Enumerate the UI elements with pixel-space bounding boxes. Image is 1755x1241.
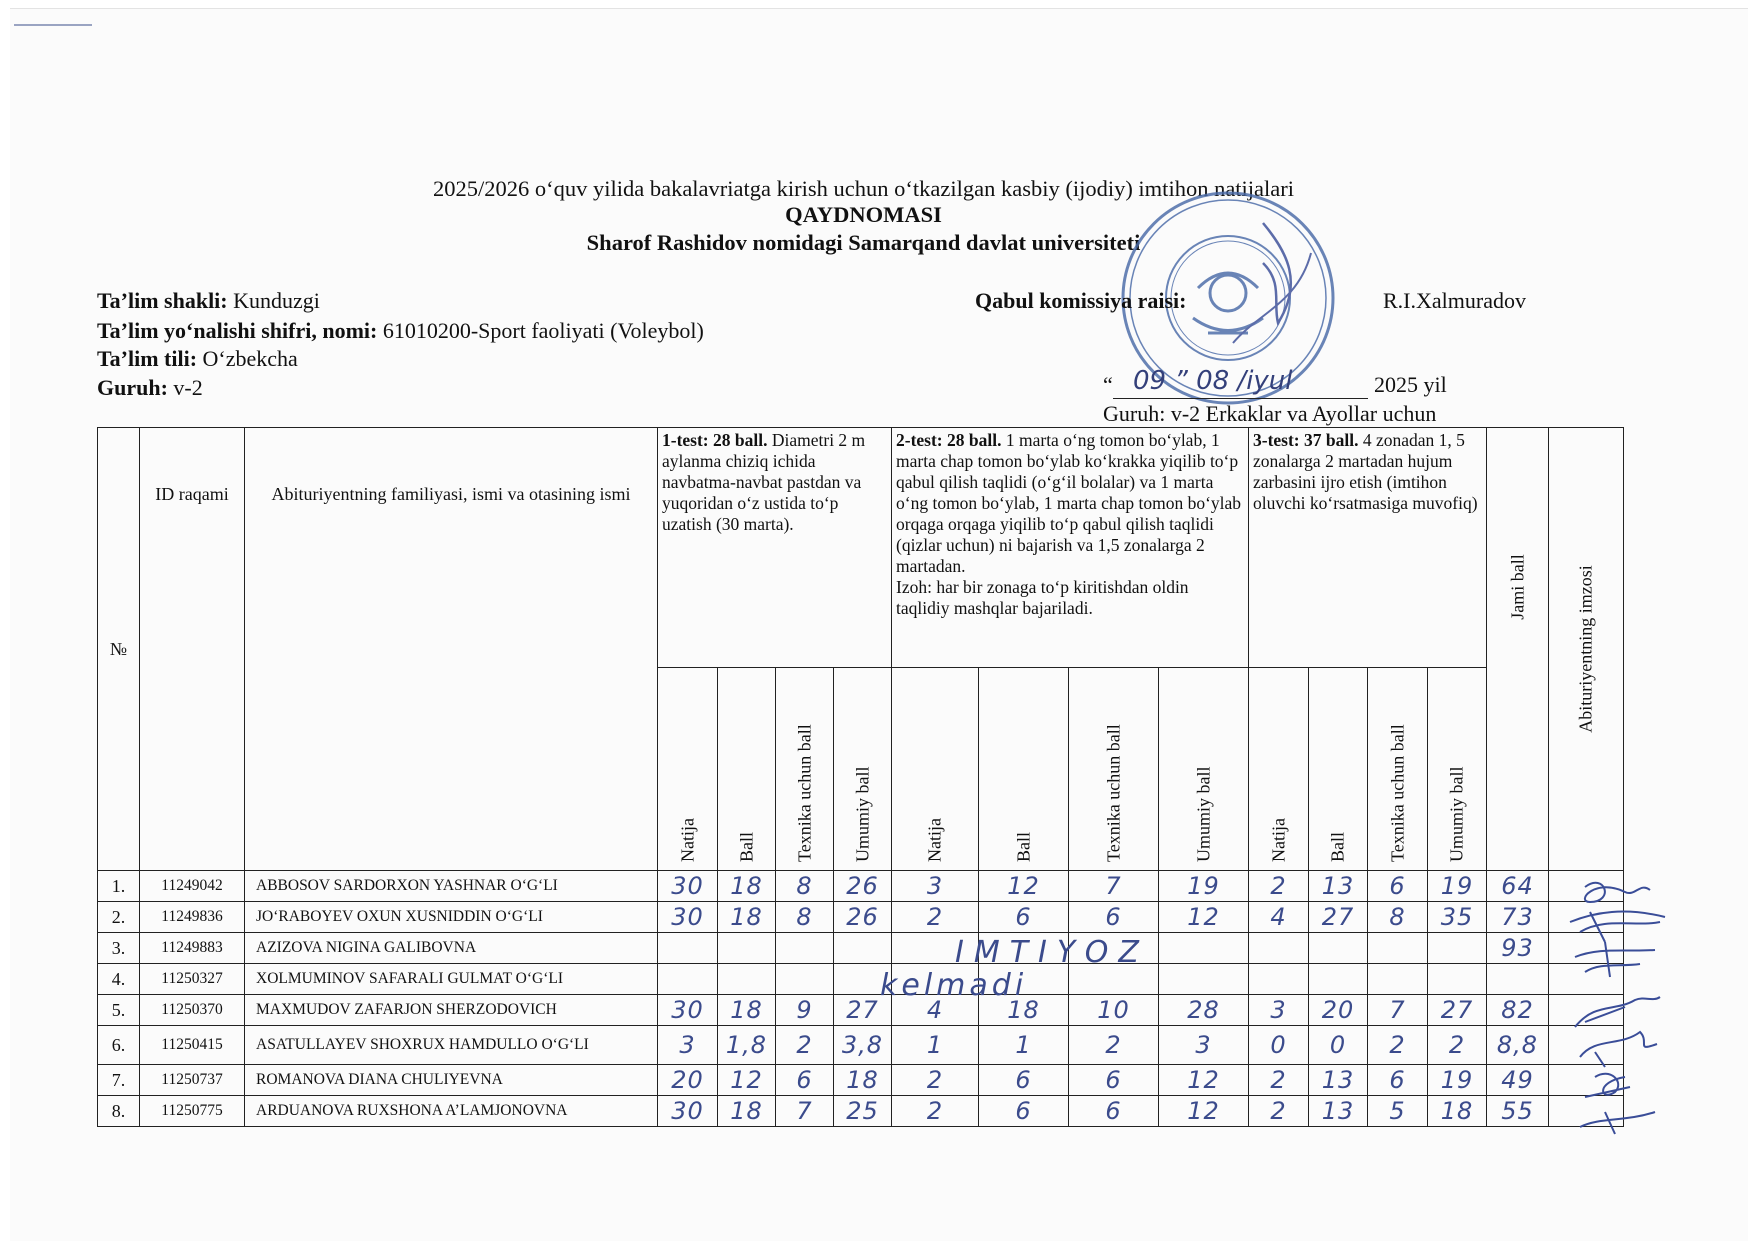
corner-mark [14, 24, 92, 26]
cell-umumiy-3 [1428, 933, 1487, 964]
table-row [98, 964, 1624, 995]
cell-texnika-2: 2 [1069, 1026, 1159, 1065]
info-language: Ta’lim tili: Oʻzbekcha [97, 346, 298, 371]
cell-natija-3: 4 [1249, 902, 1309, 933]
row-id: 11250775 [140, 1096, 245, 1127]
cell-ball-1: 18 [718, 995, 776, 1026]
cell-umumiy-1: 18 [834, 1065, 892, 1096]
row-name: JOʻRABOYEV OXUN XUSNIDDIN OʻGʻLI [245, 902, 658, 933]
sub-umumiy-3: Umumiy ball [1428, 668, 1487, 871]
cell-total: 55 [1487, 1096, 1549, 1127]
cell-umumiy-2: 3 [1159, 1026, 1249, 1065]
cell-natija-3: 3 [1249, 995, 1309, 1026]
commission-chair-name: R.I.Xalmuradov [1383, 288, 1526, 313]
cell-umumiy-3: 18 [1428, 1096, 1487, 1127]
cell-umumiy-3: 27 [1428, 995, 1487, 1026]
table-row [98, 1026, 1624, 1065]
cell-natija-2: 2 [892, 1065, 979, 1096]
cell-ball-2: 18 [979, 995, 1069, 1026]
cell-umumiy-2 [1159, 964, 1249, 995]
row-name: ABBOSOV SARDORXON YASHNAR OʻGʻLI [245, 871, 658, 902]
cell-texnika-3: 2 [1368, 1026, 1428, 1065]
cell-ball-1: 18 [718, 1096, 776, 1127]
cell-ball-1 [718, 964, 776, 995]
cell-texnika-1: 8 [776, 902, 834, 933]
row-name: ROMANOVA DIANA CHULIYEVNA [245, 1065, 658, 1096]
cell-natija-3 [1249, 933, 1309, 964]
info-group: Guruh: v-2 [97, 375, 203, 400]
table-row [98, 1096, 1624, 1127]
cell-natija-1: 30 [658, 871, 718, 902]
row-id: 11250370 [140, 995, 245, 1026]
sub-texnika-1: Texnika uchun ball [776, 668, 834, 871]
table-row [98, 871, 1624, 902]
cell-texnika-1: 9 [776, 995, 834, 1026]
cell-natija-1 [658, 964, 718, 995]
date-handwritten: 09 ” 08 /iyul [1133, 366, 1293, 396]
cell-texnika-3 [1368, 964, 1428, 995]
commission-chair-label: Qabul komissiya raisi: [975, 288, 1187, 313]
cell-texnika-1: 8 [776, 871, 834, 902]
cell-total: 64 [1487, 871, 1549, 902]
sub-ball-3: Ball [1309, 668, 1368, 871]
row-id: 11249883 [140, 933, 245, 964]
cell-ball-3 [1309, 933, 1368, 964]
test1-header: 1-test: 28 ball. Diametri 2 m aylanma chiziq ichida navbatma-navbat pastdan va yuqoridan oʻz ustida toʻp uzatish (30 marta). [658, 428, 892, 668]
cell-total: 73 [1487, 902, 1549, 933]
cell-natija-3: 2 [1249, 871, 1309, 902]
row-number: 3. [98, 933, 140, 964]
cell-umumiy-2: 28 [1159, 995, 1249, 1026]
sub-umumiy-1: Umumiy ball [834, 668, 892, 871]
cell-texnika-2: 6 [1069, 902, 1159, 933]
cell-total: 82 [1487, 995, 1549, 1026]
cell-umumiy-2 [1159, 933, 1249, 964]
sub-texnika-3: Texnika uchun ball [1368, 668, 1428, 871]
cell-natija-2: 4 [892, 995, 979, 1026]
cell-ball-3: 13 [1309, 871, 1368, 902]
row-number: 7. [98, 1065, 140, 1096]
cell-natija-2: 3 [892, 871, 979, 902]
info-form: Ta’lim shakli: Kunduzgi [97, 288, 320, 313]
cell-ball-1: 18 [718, 902, 776, 933]
cell-natija-2: 1 [892, 1026, 979, 1065]
cell-umumiy-3: 35 [1428, 902, 1487, 933]
cell-natija-2: 2 [892, 1096, 979, 1127]
sub-natija-3: Natija [1249, 668, 1309, 871]
cell-texnika-1: 7 [776, 1096, 834, 1127]
row-id: 11249836 [140, 902, 245, 933]
row-number: 6. [98, 1026, 140, 1065]
sub-natija-1: Natija [658, 668, 718, 871]
cell-natija-3: 2 [1249, 1096, 1309, 1127]
cell-umumiy-2: 12 [1159, 1096, 1249, 1127]
cell-natija-1: 30 [658, 995, 718, 1026]
cell-texnika-1 [776, 964, 834, 995]
cell-umumiy-1 [834, 933, 892, 964]
cell-natija-1: 30 [658, 902, 718, 933]
cell-umumiy-2: 19 [1159, 871, 1249, 902]
cell-natija-3: 0 [1249, 1026, 1309, 1065]
cell-natija-1: 30 [658, 1096, 718, 1127]
cell-umumiy-3: 2 [1428, 1026, 1487, 1065]
cell-total: 93 [1487, 933, 1549, 964]
cell-texnika-1 [776, 933, 834, 964]
cell-texnika-3: 5 [1368, 1096, 1428, 1127]
cell-natija-3 [1249, 964, 1309, 995]
col-total-header: Jami ball [1487, 428, 1549, 871]
date-year: 2025 yil [1374, 372, 1447, 397]
cell-natija-1 [658, 933, 718, 964]
table-row [98, 933, 1624, 964]
cell-ball-1: 18 [718, 871, 776, 902]
row-name: AZIZOVA NIGINA GALIBOVNA [245, 933, 658, 964]
col-name-header: Abituriyentning familiyasi, ismi va otasining ismi [245, 428, 658, 871]
row-number: 2. [98, 902, 140, 933]
cell-umumiy-1: 27 [834, 995, 892, 1026]
cell-umumiy-3: 19 [1428, 871, 1487, 902]
table-row [98, 902, 1624, 933]
cell-ball-2: 6 [979, 1096, 1069, 1127]
test3-header: 3-test: 37 ball. 4 zonadan 1, 5 zonalarga 2 martadan hujum zarbasini ijro etish (imtihon oluvchi koʻrsatmasiga muvofiq) [1249, 428, 1487, 668]
row-number: 5. [98, 995, 140, 1026]
row-name: ASATULLAYEV SHOXRUX HAMDULLO OʻGʻLI [245, 1026, 658, 1065]
cell-texnika-3: 8 [1368, 902, 1428, 933]
cell-natija-1: 20 [658, 1065, 718, 1096]
cell-texnika-2: 6 [1069, 1065, 1159, 1096]
header-line-1: 2025/2026 oʻquv yilida bakalavriatga kirish uchun oʻtkazilgan kasbiy (ijodiy) imtihon natijalari [432, 176, 1295, 201]
signatures-icon [1565, 872, 1675, 1142]
sub-ball-1: Ball [718, 668, 776, 871]
cell-natija-3: 2 [1249, 1065, 1309, 1096]
row-name: MAXMUDOV ZAFARJON SHERZODOVICH [245, 995, 658, 1026]
header-title: QAYDNOMASI [785, 202, 942, 227]
results-body [98, 871, 1624, 1127]
cell-umumiy-1: 25 [834, 1096, 892, 1127]
results-table [97, 427, 1624, 1127]
row-number: 4. [98, 964, 140, 995]
cell-texnika-1: 6 [776, 1065, 834, 1096]
cell-umumiy-2: 12 [1159, 1065, 1249, 1096]
group-note: Guruh: v-2 Erkaklar va Ayollar uchun [1103, 401, 1437, 426]
cell-total [1487, 964, 1549, 995]
row-number: 8. [98, 1096, 140, 1127]
cell-umumiy-1: 26 [834, 871, 892, 902]
cell-natija-2: 2 [892, 902, 979, 933]
sub-ball-2: Ball [979, 668, 1069, 871]
sub-umumiy-2: Umumiy ball [1159, 668, 1249, 871]
sub-natija-2: Natija [892, 668, 979, 871]
cell-ball-3: 20 [1309, 995, 1368, 1026]
cell-umumiy-2: 12 [1159, 902, 1249, 933]
cell-ball-1 [718, 933, 776, 964]
cell-ball-3: 13 [1309, 1096, 1368, 1127]
cell-ball-1: 1,8 [718, 1026, 776, 1065]
exempt-handwritten: IMTIYOZ [955, 935, 1149, 970]
cell-total: 8,8 [1487, 1026, 1549, 1065]
cell-ball-2: 6 [979, 902, 1069, 933]
table-row [98, 995, 1624, 1026]
table-row [98, 1065, 1624, 1096]
col-no-header: № [98, 428, 140, 871]
cell-texnika-3: 7 [1368, 995, 1428, 1026]
cell-ball-3 [1309, 964, 1368, 995]
cell-ball-3: 27 [1309, 902, 1368, 933]
cell-ball-1: 12 [718, 1065, 776, 1096]
cell-ball-2: 6 [979, 1065, 1069, 1096]
cell-umumiy-1: 3,8 [834, 1026, 892, 1065]
cell-natija-1: 3 [658, 1026, 718, 1065]
row-name: XOLMUMINOV SAFARALI GULMAT OʻGʻLI [245, 964, 658, 995]
sub-texnika-2: Texnika uchun ball [1069, 668, 1159, 871]
cell-texnika-3: 6 [1368, 871, 1428, 902]
cell-umumiy-3: 19 [1428, 1065, 1487, 1096]
cell-total: 49 [1487, 1065, 1549, 1096]
date-quote: “ [1103, 372, 1113, 397]
cell-texnika-2: 7 [1069, 871, 1159, 902]
row-id: 11250327 [140, 964, 245, 995]
cell-texnika-3: 6 [1368, 1065, 1428, 1096]
cell-ball-2: 1 [979, 1026, 1069, 1065]
cell-umumiy-1: 26 [834, 902, 892, 933]
col-sign-header: Abituriyentning imzosi [1549, 428, 1624, 871]
row-id: 11249042 [140, 871, 245, 902]
cell-texnika-2: 10 [1069, 995, 1159, 1026]
row-id: 11250737 [140, 1065, 245, 1096]
absent-handwritten: kelmadi [880, 968, 1028, 1003]
row-number: 1. [98, 871, 140, 902]
info-direction: Ta’lim yoʻnalishi shifri, nomi: 61010200-Sport faoliyati (Voleybol) [97, 318, 704, 343]
cell-ball-3: 0 [1309, 1026, 1368, 1065]
row-id: 11250415 [140, 1026, 245, 1065]
cell-umumiy-3 [1428, 964, 1487, 995]
cell-texnika-3 [1368, 933, 1428, 964]
cell-ball-3: 13 [1309, 1065, 1368, 1096]
date-underline [1113, 398, 1368, 399]
cell-texnika-2: 6 [1069, 1096, 1159, 1127]
test2-header: 2-test: 28 ball. 1 marta oʻng tomon boʻylab, 1 marta chap tomon boʻylab koʻkrakka yiqilib toʻp qabul qilish taqlidi (oʻgʻil bolalar) va 1 marta oʻng tomon boʻylab, 1 marta chap tomon boʻylab orqaga orqaga yiqilib toʻp qabul qilish taqlidi (qizlar uchun) ni bajarish va 1,5 zonalarga 2 martadan. Izoh: har bir zonaga toʻp kiritishdan oldin taqlidiy mashqlar bajariladi. [892, 428, 1249, 668]
cell-ball-2: 12 [979, 871, 1069, 902]
cell-texnika-1: 2 [776, 1026, 834, 1065]
header-university: Sharof Rashidov nomidagi Samarqand davlat universiteti [586, 230, 1141, 255]
row-name: ARDUANOVA RUXSHONA A’LAMJONOVNA [245, 1096, 658, 1127]
col-id-header: ID raqami [140, 428, 245, 871]
